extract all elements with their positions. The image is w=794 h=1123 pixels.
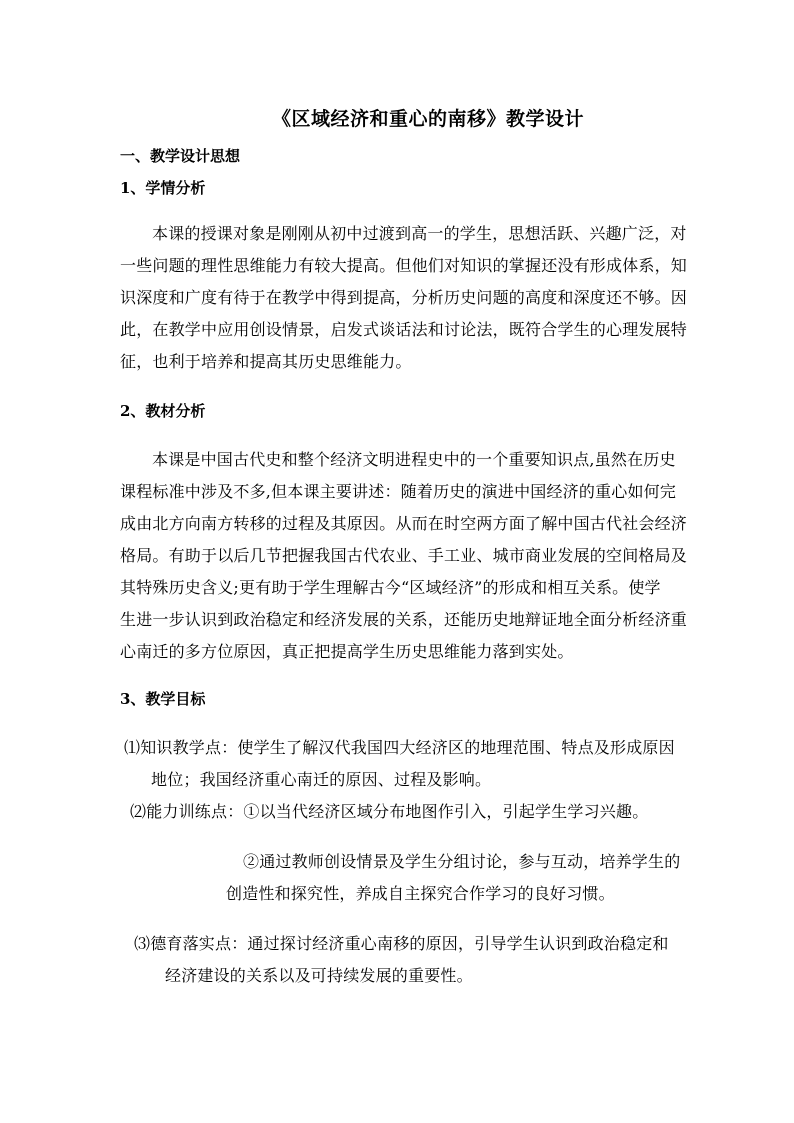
paragraph-line: 征，也利于培养和提高其历史思维能力。 xyxy=(120,352,412,371)
paragraph-line: 一些问题的理性思维能力有较大提高。但他们对知识的掌握还没有形成体系，知 xyxy=(120,256,688,275)
paragraph-line: 生进一步认识到政治稳定和经济发展的关系，还能历史地辩证地全面分析经济重 xyxy=(120,610,688,629)
goal-knowledge-line1: ⑴知识教学点：使学生了解汉代我国四大经济区的地理范围、特点及形成原因 xyxy=(124,738,675,757)
paragraph-line: 心南迁的多方位原因，真正把提高学生历史思维能力落到实处。 xyxy=(120,642,574,661)
paragraph-line: 此，在教学中应用创设情景，启发式谈话法和讨论法，既符合学生的心理发展特 xyxy=(120,320,688,339)
goal-moral-line2: 经济建设的关系以及可持续发展的重要性。 xyxy=(165,966,473,985)
goal-moral-line1: ⑶德育落实点：通过探讨经济重心南移的原因，引导学生认识到政治稳定和 xyxy=(134,934,669,953)
subheading-teaching-goals: 3、教学目标 xyxy=(120,690,206,708)
document-title: 《区域经济和重心的南移》教学设计 xyxy=(272,108,585,130)
goal-ability-line2: ②通过教师创设情景及学生分组讨论，参与互动，培养学生的 xyxy=(243,852,681,871)
paragraph-line: 课程标准中涉及不多,但本课主要讲述：随着历史的演进中国经济的重心如何完 xyxy=(120,482,677,501)
goal-ability-line1: ⑵能力训练点：①以当代经济区域分布地图作引入，引起学生学习兴趣。 xyxy=(130,802,649,821)
section-heading-teaching-design-idea: 一、教学设计思想 xyxy=(120,147,241,165)
paragraph-line: 成由北方向南方转移的过程及其原因。从而在时空两方面了解中国古代社会经济 xyxy=(120,514,688,533)
goal-ability-line3: 创造性和探究性，养成自主探究合作学习的良好习惯。 xyxy=(226,884,615,903)
paragraph-line: 本课是中国古代史和整个经济文明进程史中的一个重要知识点,虽然在历史 xyxy=(152,450,676,469)
subheading-textbook-analysis: 2、教材分析 xyxy=(120,402,206,420)
paragraph-line: 其特殊历史含义;更有助于学生理解古今“区域经济”的形成和相互关系。使学 xyxy=(120,578,661,597)
subheading-student-analysis: 1、学情分析 xyxy=(120,179,206,197)
paragraph-line: 格局。有助于以后几节把握我国古代农业、手工业、城市商业发展的空间格局及 xyxy=(120,546,688,565)
goal-knowledge-line2: 地位；我国经济重心南迁的原因、过程及影响。 xyxy=(151,770,492,789)
paragraph-line: 本课的授课对象是刚刚从初中过渡到高一的学生，思想活跃、兴趣广泛，对 xyxy=(152,224,687,243)
paragraph-line: 识深度和广度有待于在教学中得到提高，分析历史问题的高度和深度还不够。因 xyxy=(120,288,688,307)
